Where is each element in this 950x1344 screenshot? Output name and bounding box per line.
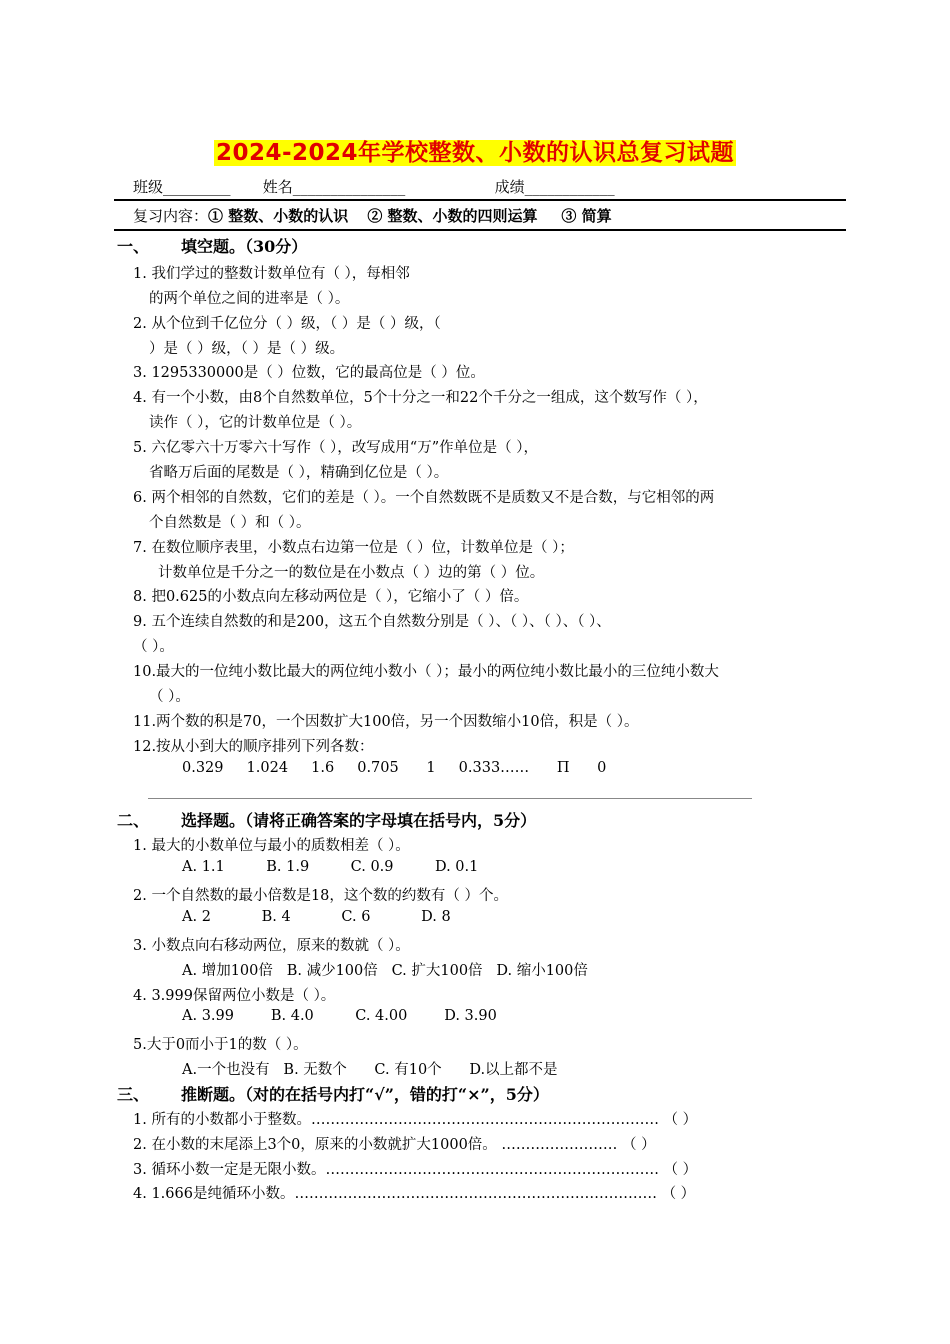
section-fill-blank-heading: 一、 填空题。（30分） [117,237,308,256]
question-line: 2. 在小数的末尾添上3个0，原来的小数就扩大1000倍。 …………………… （ ） [133,1137,656,1153]
question-line: 3. 1295330000是（ ）位数，它的最高位是（ ）位。 [133,365,485,381]
divider-top [114,199,846,201]
question-line: 6. 两个相邻的自然数，它们的差是（ ）。一个自然数既不是质数又不是合数，与它相邻的两 [133,490,715,506]
divider-bottom [114,229,846,231]
options-line: A. 2 B. 4 C. 6 D. 8 [182,909,451,925]
number-list: 0.329 1.024 1.6 0.705 1 0.333…… Π 0 [182,760,607,776]
question-line: 8. 把0.625的小数点向左移动两位是（ ），它缩小了（ ）倍。 [133,589,529,605]
question-line: 1. 最大的小数单位与最小的质数相差（ ）。 [133,838,410,854]
question-line: 读作（ ），它的计数单位是（ ）。 [149,415,362,431]
question-line: 12.按从小到大的顺序排列下列各数： [133,739,374,755]
question-line: 10.最大的一位纯小数比最大的两位纯小数小（ ）；最小的两位纯小数比最小的三位纯小数大 [133,664,719,680]
question-line: （ ）。 [133,639,174,655]
exam-title: 2024-2024年学校整数、小数的认识总复习试题 [215,140,735,166]
student-info-row [133,176,615,197]
question-line: 1. 所有的小数都小于整数。……………………………………………………………… （ ） [133,1112,698,1128]
class-field: 班级_________ [133,178,231,196]
question-line: 2. 一个自然数的最小倍数是18，这个数的约数有（ ）个。 [133,888,509,904]
question-line: 个自然数是（ ）和（ ）。 [149,515,311,531]
question-line: 3. 小数点向右移动两位，原来的数就（ ）。 [133,938,410,954]
section-choice-heading: 二、 选择题。（请将正确答案的字母填在括号内，5分） [117,811,537,830]
answer-line [148,798,752,799]
score-field: 成绩__________ [494,178,600,196]
question-line: 3. 循环小数一定是无限小数。…………………………………………………………… （ ） [133,1162,698,1178]
options-line: A. 3.99 B. 4.0 C. 4.00 D. 3.90 [182,1008,497,1024]
options-line: A.一个也没有 B. 无数个 C. 有10个 D.以上都不是 [182,1062,558,1078]
question-line: 4. 有一个小数，由8个自然数单位，5个十分之一和22个千分之一组成，这个数写作（ ）， [133,390,708,406]
question-line: 4. 1.666是纯循环小数。………………………………………………………………… （ ） [133,1186,696,1202]
question-line: 9. 五个连续自然数的和是200，这五个自然数分别是（ ）、（ ）、（ ）、（ ）、 [133,614,611,630]
question-line: 的两个单位之间的进率是（ ）。 [149,291,350,307]
question-line: 2. 从个位到千亿位分（ ）级，（ ）是（ ）级，（ [133,316,441,332]
question-line: 5.大于0而小于1的数（ ）。 [133,1037,308,1053]
review-content: 复习内容：① 整数、小数的认识 ② 整数、小数的四则运算 ③ 简算 [133,207,612,225]
question-line: 4. 3.999保留两位小数是（ ）。 [133,988,336,1004]
question-line: 计数单位是千分之一的数位是在小数点（ ）边的第（ ）位。 [158,565,545,581]
options-line: A. 增加100倍 B. 减少100倍 C. 扩大100倍 D. 缩小100倍 [182,963,588,979]
question-line: 1. 我们学过的整数计数单位有（ ），每相邻 [133,266,410,282]
question-line: 11.两个数的积是70，一个因数扩大100倍，另一个因数缩小10倍，积是（ ）。 [133,714,639,730]
section-judge-heading: 三、 推断题。（对的在括号内打“√”，错的打“×”，5分） [117,1085,549,1104]
question-line: 5. 六亿零六十万零六十写作（ ），改写成用“万”作单位是（ ）， [133,440,538,456]
options-line: A. 1.1 B. 1.9 C. 0.9 D. 0.1 [182,859,479,875]
score-field-tail: __ [599,178,615,196]
question-line: 7. 在数位顺序表里，小数点右边第一位是（ ）位，计数单位是（ ）； [133,540,574,556]
question-line: ）是（ ）级，（ ）是（ ）级。 [149,341,345,357]
question-line: （ ）。 [149,689,190,705]
name-field: 姓名_______________ [262,178,406,196]
question-line: 省略万后面的尾数是（ ），精确到亿位是（ ）。 [149,465,449,481]
